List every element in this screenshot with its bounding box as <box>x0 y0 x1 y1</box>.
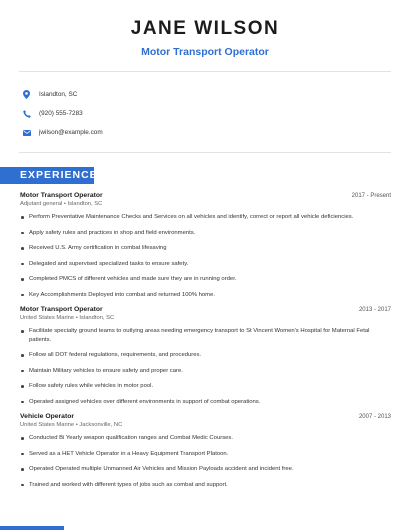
job-bullets <box>20 213 391 299</box>
job-bullets <box>20 327 391 406</box>
contact-location <box>22 85 410 104</box>
experience-heading: EXPERIENCE <box>0 167 94 184</box>
contact-phone <box>22 104 410 123</box>
meta-separator: • <box>75 315 80 321</box>
contact-info <box>0 72 410 152</box>
job-bullet: Delegated and supervised specialized tasks to ensure safety. <box>20 260 391 269</box>
location-pin-icon <box>22 90 31 99</box>
job-bullet: Facilitate specialty ground teams to outlying areas needing emergency transport to St Vincent Women's Hospital for Maternal Fetal patients. <box>20 327 391 344</box>
job-bullet: Served as a HET Vehicle Operator in a Heavy Equipment Transport Platoon. <box>20 450 391 459</box>
job-location: Islandton, SC <box>67 201 103 207</box>
candidate-name: JANE WILSON <box>130 18 280 39</box>
job-entry <box>20 413 391 489</box>
job-bullet: Operated Operated multiple Unmanned Air Vehicles and Mission Payloads accident and incident free. <box>20 465 391 474</box>
mail-icon <box>22 128 31 137</box>
job-bullet: Maintain Military vehicles to ensure safety and proper care. <box>20 367 391 376</box>
job-dates: 2007 - 2013 <box>358 414 391 420</box>
job-bullet: Trained and worked with different types of jobs such as combat and support. <box>20 481 391 490</box>
job-title: Motor Transport Operator <box>20 192 103 199</box>
meta-separator: • <box>63 201 68 207</box>
job-bullet: Received U.S. Army certification in combat lifesaving <box>20 244 391 253</box>
phone-text: (920) 555-7283 <box>39 110 83 117</box>
job-employer: United States Marine <box>20 422 75 428</box>
resume-header <box>0 0 410 59</box>
job-bullet: Conducted Bi Yearly weapon qualification ranges and Combat Medic Courses. <box>20 434 391 443</box>
job-bullet: Follow all DOT federal regulations, requirements, and procedures. <box>20 351 391 360</box>
contact-divider <box>19 152 391 153</box>
job-title: Motor Transport Operator <box>20 306 103 313</box>
meta-separator: • <box>75 422 80 428</box>
candidate-title: Motor Transport Operator <box>141 46 269 58</box>
job-bullet: Key Accomplishments Deployed into combat and returned 100% home. <box>20 291 391 300</box>
job-location: Islandton, SC <box>79 315 115 321</box>
job-meta <box>20 315 391 321</box>
job-bullet: Operated assigned vehicles over different environments in support of combat operations. <box>20 398 391 407</box>
job-title: Vehicle Operator <box>20 413 75 420</box>
job-employer: United States Marine <box>20 315 75 321</box>
job-bullet: Follow safety rules while vehicles in motor pool. <box>20 382 391 391</box>
job-meta <box>20 422 391 428</box>
location-text: Islandton, SC <box>39 91 78 98</box>
job-bullets <box>20 434 391 489</box>
next-section-bar <box>0 526 64 530</box>
job-location: Jacksonville, NC <box>79 422 123 428</box>
phone-icon <box>22 109 31 118</box>
job-dates: 2017 - Present <box>351 193 391 199</box>
job-meta <box>20 201 391 207</box>
experience-list <box>0 184 410 489</box>
email-text: jwilson@example.com <box>39 129 103 136</box>
job-employer: Adjutant general <box>20 201 63 207</box>
job-bullet: Perform Preventative Maintenance Checks and Services on all vehicles and identify, correct or report all vehicle deficiencies. <box>20 213 391 222</box>
job-bullet: Apply safety rules and practices in shop and field environments. <box>20 229 391 238</box>
job-bullet: Completed PMCS of different vehicles and made sure they are in running order. <box>20 275 391 284</box>
job-entry <box>20 192 391 299</box>
job-dates: 2013 - 2017 <box>358 307 391 313</box>
contact-email <box>22 123 410 142</box>
job-entry <box>20 306 391 406</box>
